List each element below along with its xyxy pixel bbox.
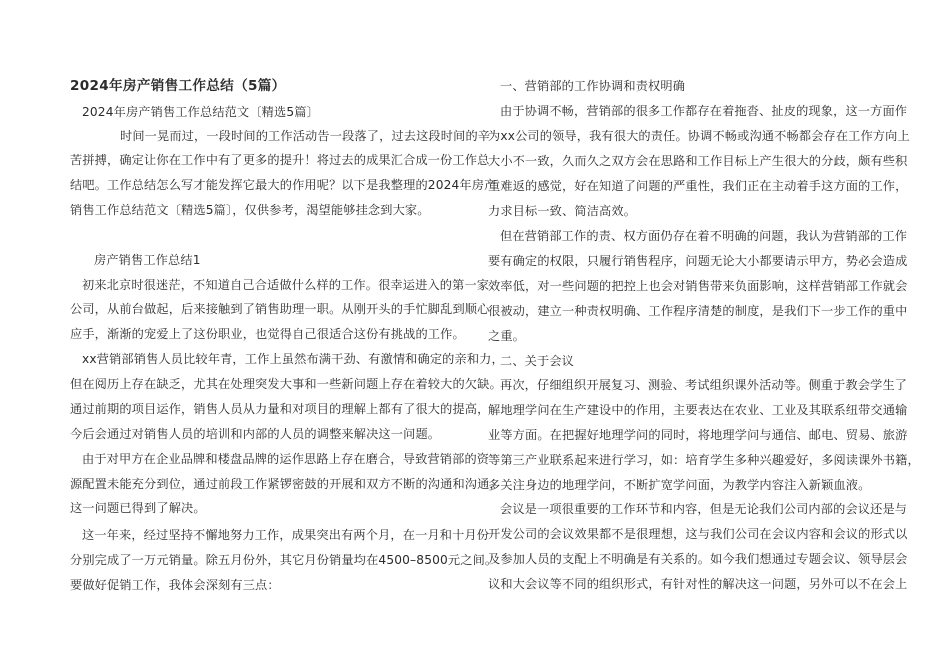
- paragraph-line: 初来北京时很迷茫，不知道自己合适做什么样的工作。很幸运进入的第一家: [82, 278, 490, 292]
- paragraph-line: 解地理学问在生产建设中的作用，主要表达在农业、工业及其联系纽带交通输: [488, 403, 908, 417]
- section-heading: 一、营销部的工作协调和责权明确: [500, 79, 686, 93]
- paragraph-line: 应手，渐渐的宠爱上了这份职业，也觉得自己很适合这份有挑战的工作。: [70, 327, 465, 341]
- paragraph-line: 今后会通过对销售人员的培训和内部的人员的调整来解决这一问题。: [70, 427, 441, 441]
- paragraph-line: 但在营销部工作的责、权方面仍存在着不明确的问题，我认为营销部的工作: [500, 229, 908, 243]
- paragraph-line: 结吧。工作总结怎么写才能发挥它最大的作用呢？以下是我整理的2024年房产: [70, 178, 497, 192]
- paragraph-line: 这一年来，经过坚持不懈地努力工作，成果突出有两个月，在一月和十月份: [82, 528, 490, 542]
- paragraph-line: 多关注身边的地理学问，不断扩宽学问面，为教学内容注入新颖血液。: [488, 478, 871, 492]
- paragraph-line: 大小不一致，久而久之双方会在思路和工作目标上产生很大的分歧，颇有些积: [488, 154, 908, 168]
- paragraph-line: 时间一晃而过，一段时间的工作活动告一段落了，过去这段时间的辛: [120, 129, 491, 143]
- paragraph-line: 通过前期的项目运作，销售人员从力量和对项目的理解上都有了很大的提高，: [70, 402, 490, 416]
- paragraph-line: 由于协调不畅，营销部的很多工作都存在着拖沓、扯皮的现象，这一方面作: [500, 104, 908, 118]
- subtitle: 2024年房产销售工作总结范文〔精选5篇〕: [82, 105, 319, 119]
- section-heading: 房产销售工作总结1: [94, 253, 201, 267]
- paragraph-line: 源配置未能充分到位，通过前段工作紧锣密鼓的开展和双方不断的沟通和沟通，: [70, 477, 502, 491]
- paragraph-line: 议和大会议等不同的组织形式，有针对性的解决这一问题，另外可以不在会上: [488, 577, 908, 591]
- section-heading: 二、关于会议: [500, 354, 575, 368]
- paragraph-line: 等第三产业联系起来进行学习，如：培育学生多种兴趣爱好，多阅读课外书籍，: [488, 453, 920, 467]
- document-title: 2024年房产销售工作总结（5篇）: [70, 78, 286, 94]
- paragraph-line: 重难返的感觉，好在知道了问题的严重性，我们正在主动着手这方面的工作，: [488, 179, 908, 193]
- paragraph-line: 及参加人员的支配上不明确是有关系的。如今我们想通过专题会议、领导层会: [488, 552, 908, 566]
- paragraph-line: 销售工作总结范文〔精选5篇〕，仅供参考，渴望能够挂念到大家。: [70, 203, 430, 217]
- paragraph-line: xx营销部销售人员比较年青，工作上虽然布满干劲、有激情和确定的亲和力，: [82, 352, 504, 366]
- paragraph-line: 要做好促销工作，我体会深刻有三点：: [70, 578, 280, 592]
- paragraph-line: 之重。: [488, 329, 526, 343]
- paragraph-line: 开发公司的会议效果都不是很理想，这与我们公司在会议内容和会议的形式以: [488, 527, 908, 541]
- paragraph-line: 但在阅历上存在缺乏，尤其在处理突发大事和一些新问题上存在着较大的欠缺。: [70, 377, 502, 391]
- paragraph-line: 分别完成了一万元销量。除五月份外，其它月份销量均在4500–8500元之间。: [70, 553, 498, 567]
- paragraph-line: 力求目标一致、简洁高效。: [488, 204, 637, 218]
- paragraph-line: 由于对甲方在企业品牌和楼盘品牌的运作思路上存在磨合，导致营销部的资: [82, 452, 490, 466]
- paragraph-line: 效率低，对一些问题的把控上也会对销售带来负面影响，这样营销部工作就会: [488, 279, 908, 293]
- paragraph-line: 很被动，建立一种责权明确、工作程序清楚的制度，是我们下一步工作的重中: [488, 304, 908, 318]
- paragraph-line: 业等方面。在把握好地理学问的同时，将地理学问与通信、邮电、贸易、旅游: [488, 428, 908, 442]
- paragraph-line: 这一问题已得到了解决。: [70, 501, 206, 515]
- paragraph-line: 会议是一项很重要的工作环节和内容，但是无论我们公司内部的会议还是与: [500, 502, 908, 516]
- paragraph-line: 再次，仔细组织开展复习、测验、考试组织课外活动等。侧重于教会学生了: [500, 378, 908, 392]
- paragraph-line: 要有确定的权限，只履行销售程序，问题无论大小都要请示甲方，势必会造成: [488, 254, 908, 268]
- paragraph-line: 为xx公司的领导，我有很大的责任。协调不畅或沟通不畅都会存在工作方向上: [488, 129, 910, 143]
- paragraph-line: 公司，从前台做起，后来接触到了销售助理一职。从刚开头的手忙脚乱到顺心: [70, 302, 490, 316]
- paragraph-line: 苦拼搏，确定让你在工作中有了更多的提升！将过去的成果汇合成一份工作总: [70, 153, 490, 167]
